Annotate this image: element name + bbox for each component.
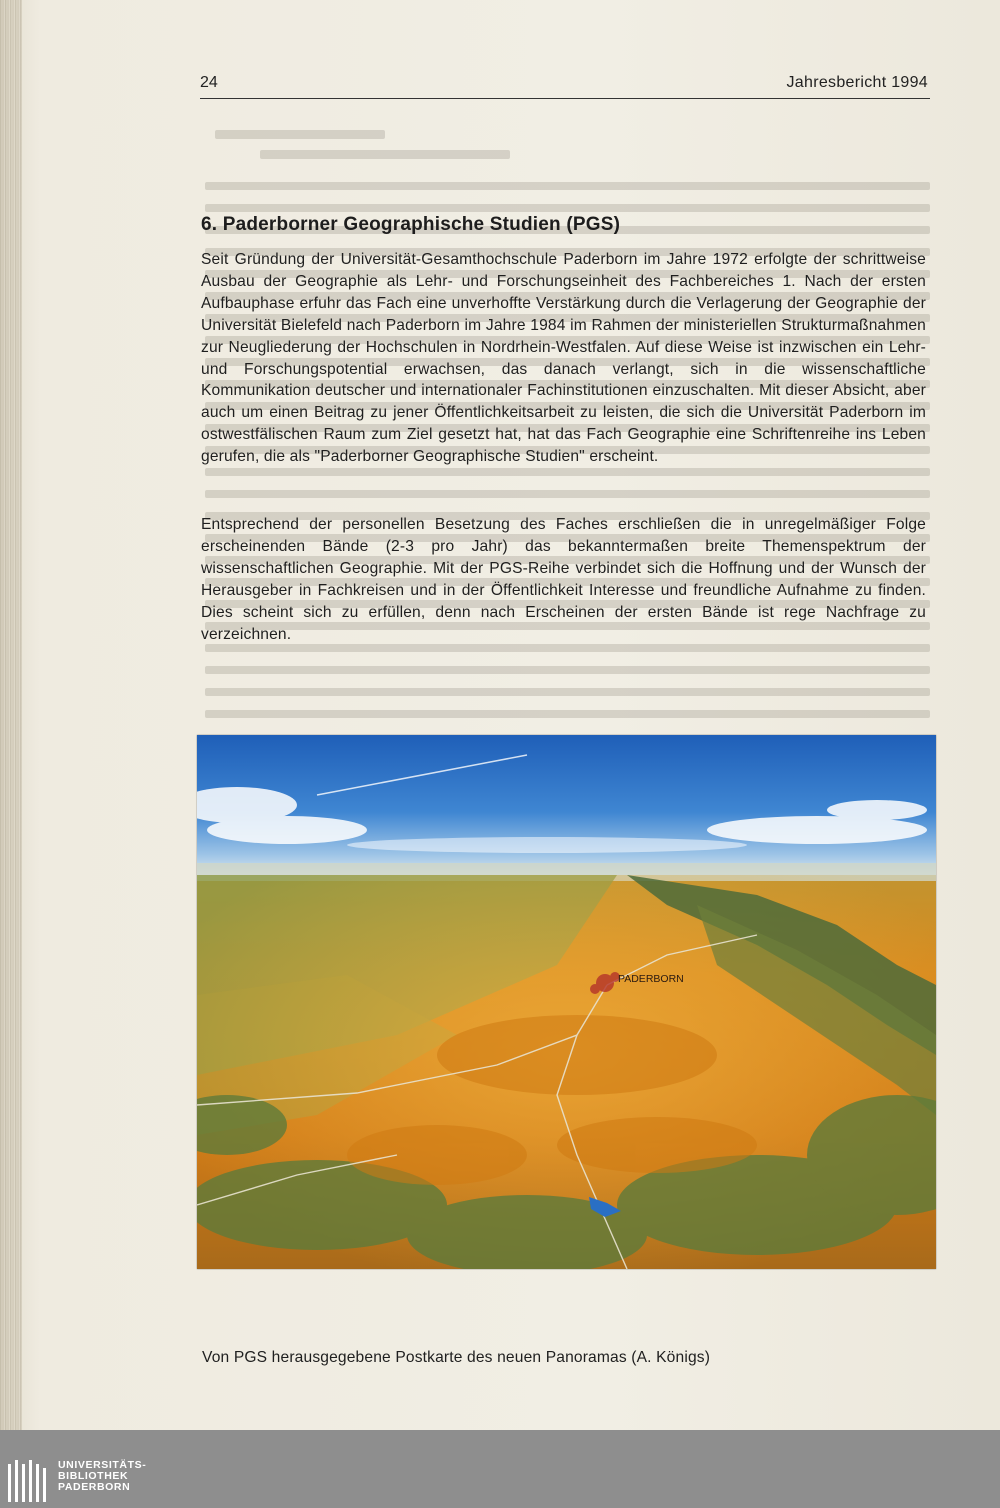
library-footer-bar — [0, 1430, 1000, 1508]
page-number: 24 — [200, 74, 218, 91]
library-logo-text — [58, 1460, 146, 1493]
body-paragraph-1: Seit Gründung der Universität-Gesamthochschule Paderborn im Jahre 1972 erfolgte der schrittweise Ausbau der Geographie als Lehr- und Forschungseinheit des Fachbereiches 1. Nach der ersten Aufbauphase erfuhr das Fach eine unverhoffte Verstärkung durch die Verlagerung der Geographie der Universität Bielefeld nach Paderborn im Jahre 1984 im Rahmen der ministeriellen Strukturmaßnahmen zur Neugliederung der Hochschulen in Nordrhein-Westfalen. Auf diese Weise ist inzwischen ein Lehr- und Forschungspotential erwachsen, das danach verlangt, sich in die wissenschaftliche Kommunikation deutscher und internationaler Fachinstitutionen einzuschalten. Mit dieser Absicht, aber auch um einen Beitrag zu jener Öffentlichkeitsarbeit zu leisten, die sich die Universität Paderborn im ostwestfälischen Raum zum Ziel gesetzt hat, hat das Fach Geographie eine Schriftenreihe ins Leben gerufen, die als "Paderborner Geographische Studien" erscheint. — [201, 251, 926, 466]
body-paragraph-2: Entsprechend der personellen Besetzung des Faches erschließen die in unregelmäßiger Folge erscheinenden Bände (2-3 pro Jahr) das bekanntermaßen breite Themenspektrum der wissenschaftlichen Geographie. Mit der PGS-Reihe verbindet sich die Hoffnung und der Wunsch der Herausgeber in Fachkreisen und in der Öffentlichkeit Interesse und freundliche Aufnahme zu finden. Dies scheint sich zu erfüllen, denn nach Erscheinen der ersten Bände ist rege Nachfrage zu verzeichnen. — [201, 516, 926, 643]
running-title: Jahresbericht 1994 — [786, 74, 928, 91]
library-logo-icon — [6, 1458, 50, 1506]
page-header — [200, 74, 930, 99]
panorama-postcard-image — [197, 735, 936, 1269]
logo-line-3: PADERBORN — [58, 1481, 131, 1493]
logo-line-1: UNIVERSITÄTS- — [58, 1459, 147, 1471]
map-label-paderborn: PADERBORN — [618, 973, 684, 985]
figure-caption: Von PGS herausgegebene Postkarte des neuen Panoramas (A. Königs) — [202, 1349, 711, 1366]
section-heading: 6. Paderborner Geographische Studien (PGS) — [201, 214, 621, 235]
logo-line-2: BIBLIOTHEK — [58, 1470, 129, 1482]
page-edge-shadow — [0, 0, 22, 1430]
panorama-landscape-illustration — [197, 735, 936, 1269]
